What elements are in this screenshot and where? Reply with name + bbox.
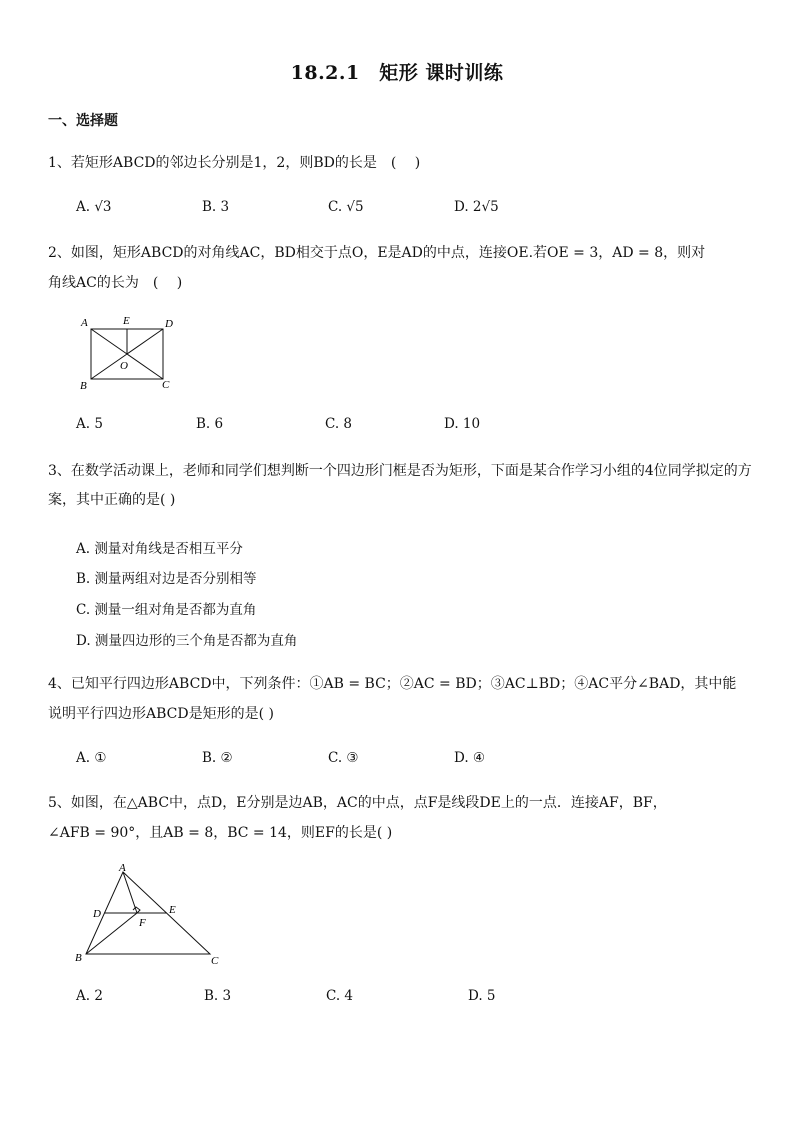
question-5-option-b: B. 3 [204, 988, 232, 1004]
question-1-option-c: C. √5 [328, 199, 364, 215]
question-1-option-d: D. 2√5 [454, 199, 499, 215]
question-4-option-b: B. ② [202, 750, 233, 766]
question-3-line-1: 3、在数学活动课上，老师和同学们想判断一个四边形门框是否为矩形，下面是某合作学习小组的4位同学拟定的方 [48, 463, 752, 479]
section-heading: 一、选择题 [48, 113, 118, 129]
label-d: D [165, 318, 173, 330]
question-2-option-a: A. 5 [76, 416, 103, 432]
question-1-option-a: A. √3 [76, 199, 112, 215]
question-4-option-a: A. ① [76, 750, 107, 766]
question-3-option-c: C. 测量一组对角是否都为直角 [76, 602, 257, 618]
question-5-line-2: ∠AFB = 90°，且AB = 8，BC = 14，则EF的长是( ) [48, 825, 393, 841]
label-c: C [162, 379, 170, 391]
page-title: 18.2.1 矩形 课时训练 [290, 62, 504, 84]
question-5-option-d: D. 5 [468, 988, 496, 1004]
label-c: C [211, 955, 219, 967]
rectangle-figure [72, 310, 192, 396]
question-2-option-b: B. 6 [196, 416, 224, 432]
label-f: F [139, 917, 146, 929]
question-1-line-1: 1、若矩形ABCD的邻边长分别是1，2，则BD的长是 ( ) [48, 155, 421, 171]
triangle-figure [70, 860, 230, 972]
question-3-line-2: 案，其中正确的是( ) [48, 492, 176, 508]
label-a: A [119, 862, 126, 874]
question-4-option-d: D. ④ [454, 750, 486, 766]
label-b: B [80, 380, 87, 392]
question-5-line-1: 5、如图，在△ABC中，点D，E分别是边AB，AC的中点，点F是线段DE上的一点．连接AF，BF， [48, 795, 667, 811]
question-5-option-a: A. 2 [76, 988, 103, 1004]
label-a: A [81, 317, 88, 329]
label-b: B [75, 952, 82, 964]
label-d: D [93, 908, 101, 920]
question-1-option-b: B. 3 [202, 199, 230, 215]
question-4-line-1: 4、已知平行四边形ABCD中，下列条件：①AB = BC；②AC = BD；③AC⊥BD；④AC平分∠BAD，其中能 [48, 676, 737, 692]
question-2-option-d: D. 10 [444, 416, 481, 432]
question-3-option-d: D. 测量四边形的三个角是否都为直角 [76, 633, 298, 649]
question-3-option-a: A. 测量对角线是否相互平分 [76, 541, 243, 557]
question-4-option-c: C. ③ [328, 750, 359, 766]
question-2-line-1: 2、如图，矩形ABCD的对角线AC，BD相交于点O，E是AD的中点，连接OE.若OE = 3，AD = 8，则对 [48, 245, 706, 261]
question-3-option-b: B. 测量两组对边是否分别相等 [76, 571, 257, 587]
question-2-line-2: 角线AC的长为 ( ) [48, 275, 183, 291]
label-o: O [120, 360, 128, 372]
question-4-line-2: 说明平行四边形ABCD是矩形的是( ) [48, 706, 274, 722]
question-2-option-c: C. 8 [325, 416, 353, 432]
label-e: E [169, 904, 176, 916]
label-e: E [123, 315, 130, 327]
question-5-option-c: C. 4 [326, 988, 354, 1004]
